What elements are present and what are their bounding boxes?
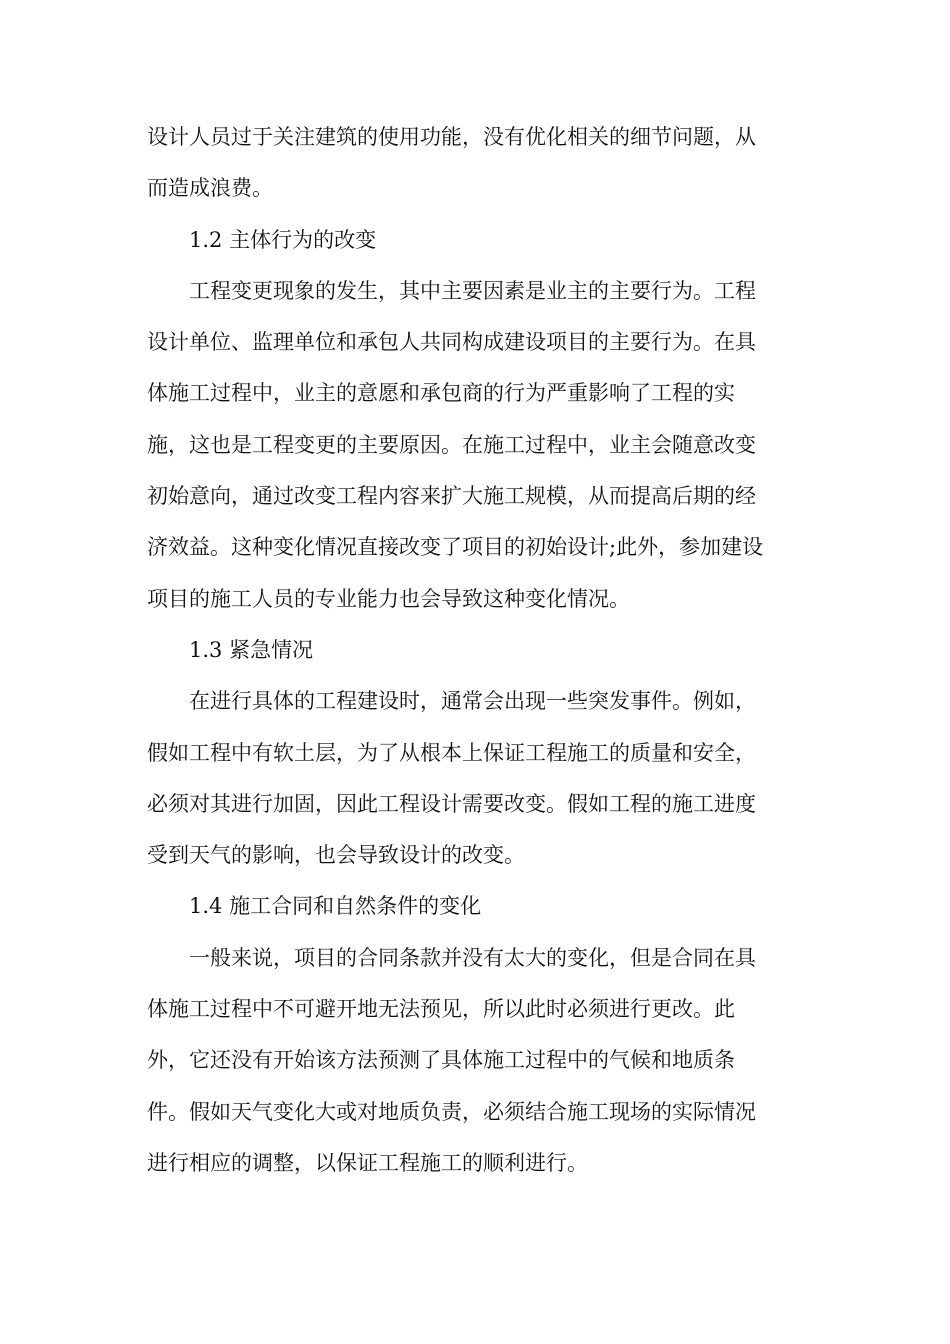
text-line: 设计人员过于关注建筑的使用功能，没有优化相关的细节问题，从 [147, 125, 756, 149]
text-line: 济效益。这种变化情况直接改变了项目的初始设计;此外，参加建设 [147, 535, 764, 560]
text-line: 而造成浪费。 [147, 176, 273, 201]
text-line: 外，它还没有开始该方法预测了具体施工过程中的气候和地质条 [147, 1048, 735, 1073]
text-line: 在进行具体的工程建设时，通常会出现一些突发事件。例如， [189, 689, 756, 714]
text-line: 一般来说，项目的合同条款并没有太大的变化，但是合同在具 [189, 945, 756, 970]
text-line: 假如工程中有软土层，为了从根本上保证工程施工的质量和安全， [147, 740, 756, 765]
section-heading-1-4: 1.4 施工合同和自然条件的变化 [189, 894, 482, 919]
text-line: 工程变更现象的发生，其中主要因素是业主的主要行为。工程 [189, 278, 756, 303]
text-line: 体施工过程中不可避开地无法预见，所以此时必须进行更改。此 [147, 997, 735, 1022]
text-line: 设计单位、监理单位和承包人共同构成建设项目的主要行为。在具 [147, 330, 756, 355]
text-line: 初始意向，通过改变工程内容来扩大施工规模，从而提高后期的经 [147, 484, 756, 509]
text-line: 件。假如天气变化大或对地质负责，必须结合施工现场的实际情况 [147, 1099, 756, 1124]
text-line: 受到天气的影响，也会导致设计的改变。 [147, 843, 525, 868]
text-line: 必须对其进行加固，因此工程设计需要改变。假如工程的施工进度 [147, 791, 756, 816]
text-line: 项目的施工人员的专业能力也会导致这种变化情况。 [147, 586, 630, 611]
section-heading-1-3: 1.3 紧急情况 [189, 637, 314, 662]
section-heading-1-2: 1.2 主体行为的改变 [189, 227, 377, 252]
text-line: 进行相应的调整，以保证工程施工的顺利进行。 [147, 1150, 588, 1175]
text-line: 体施工过程中，业主的意愿和承包商的行为严重影响了工程的实 [147, 381, 735, 406]
document-body [147, 112, 807, 1189]
text-line: 施，这也是工程变更的主要原因。在施工过程中，业主会随意改变 [147, 432, 756, 457]
